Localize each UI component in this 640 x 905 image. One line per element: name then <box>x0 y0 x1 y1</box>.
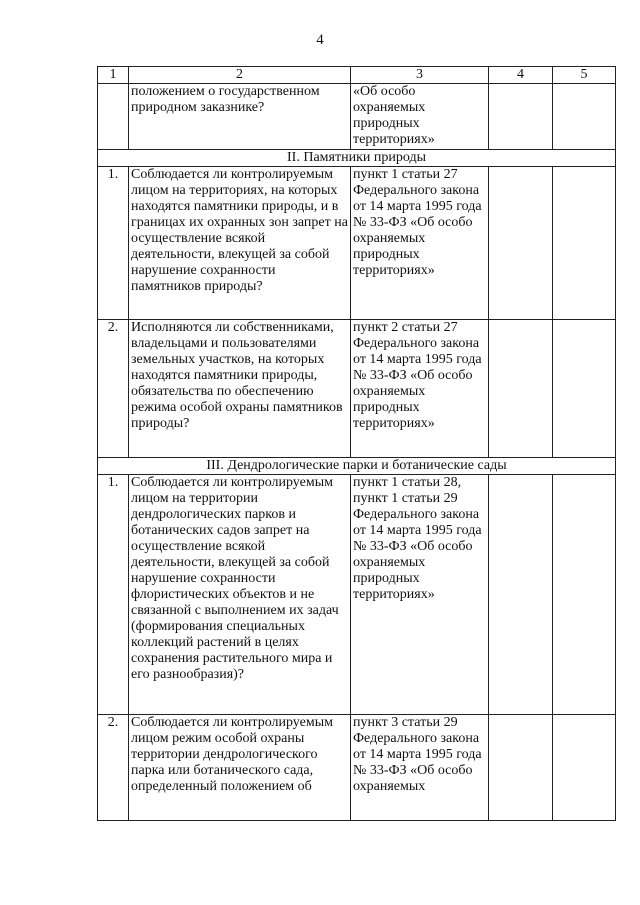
note-cell <box>553 715 616 821</box>
checklist-table <box>97 66 616 821</box>
table-row <box>98 715 616 821</box>
requirement-cell: положением о государственном природном заказнике? <box>129 84 351 150</box>
requirement-cell: Исполняются ли собственниками, владельцами и пользователями земельных участков, на которых находятся памятники природы, обязательства по обеспечению режима особой охраны памятников природы? <box>129 320 351 458</box>
note-cell <box>553 84 616 150</box>
section-title: III. Дендрологические парки и ботанические сады <box>98 458 616 475</box>
section-row <box>98 150 616 167</box>
header-cell: 2 <box>129 67 351 84</box>
legal-reference-cell: «Об особо охраняемых природных территориях» <box>351 84 489 150</box>
table-row <box>98 320 616 458</box>
legal-reference-cell: пункт 1 статьи 28, пункт 1 статьи 29 Федерального закона от 14 марта 1995 года № 33-ФЗ «Об особо охраняемых природных территориях» <box>351 475 489 715</box>
header-cell: 3 <box>351 67 489 84</box>
table-row <box>98 167 616 320</box>
row-number-cell: 1. <box>98 475 129 715</box>
answer-cell <box>489 167 553 320</box>
note-cell <box>553 475 616 715</box>
page-number: 4 <box>316 32 324 48</box>
header-row <box>98 67 616 84</box>
row-number-cell <box>98 84 129 150</box>
answer-cell <box>489 320 553 458</box>
legal-reference-cell: пункт 2 статьи 27 Федерального закона от 14 марта 1995 года № 33-ФЗ «Об особо охраняемых природных территориях» <box>351 320 489 458</box>
header-cell: 1 <box>98 67 129 84</box>
legal-reference-cell: пункт 1 статьи 27 Федерального закона от 14 марта 1995 года № 33-ФЗ «Об особо охраняемых природных территориях» <box>351 167 489 320</box>
table-row <box>98 475 616 715</box>
header-cell: 4 <box>489 67 553 84</box>
answer-cell <box>489 84 553 150</box>
section-row <box>98 458 616 475</box>
note-cell <box>553 167 616 320</box>
requirement-cell: Соблюдается ли контролируемым лицом на территориях, на которых находятся памятники природы, и в границах их охранных зон запрет на осуществление всякой деятельности, влекущей за собой нарушение сохранности памятников природы? <box>129 167 351 320</box>
header-cell: 5 <box>553 67 616 84</box>
requirement-cell: Соблюдается ли контролируемым лицом режим особой охраны территории дендрологического парка или ботанического сада, определенный положением об <box>129 715 351 821</box>
legal-reference-cell: пункт 3 статьи 29 Федерального закона от 14 марта 1995 года № 33-ФЗ «Об особо охраняемых <box>351 715 489 821</box>
row-number-cell: 1. <box>98 167 129 320</box>
section-title: II. Памятники природы <box>98 150 616 167</box>
requirement-cell: Соблюдается ли контролируемым лицом на территории дендрологических парков и ботанических садов запрет на осуществление всякой деятельности, влекущей за собой нарушение сохранности флористических объектов и не связанной с выполнением их задач (формирования специальных коллекций растений в целях сохранения растительного мира и его разнообразия)? <box>129 475 351 715</box>
table-row <box>98 84 616 150</box>
note-cell <box>553 320 616 458</box>
answer-cell <box>489 715 553 821</box>
row-number-cell: 2. <box>98 715 129 821</box>
row-number-cell: 2. <box>98 320 129 458</box>
answer-cell <box>489 475 553 715</box>
